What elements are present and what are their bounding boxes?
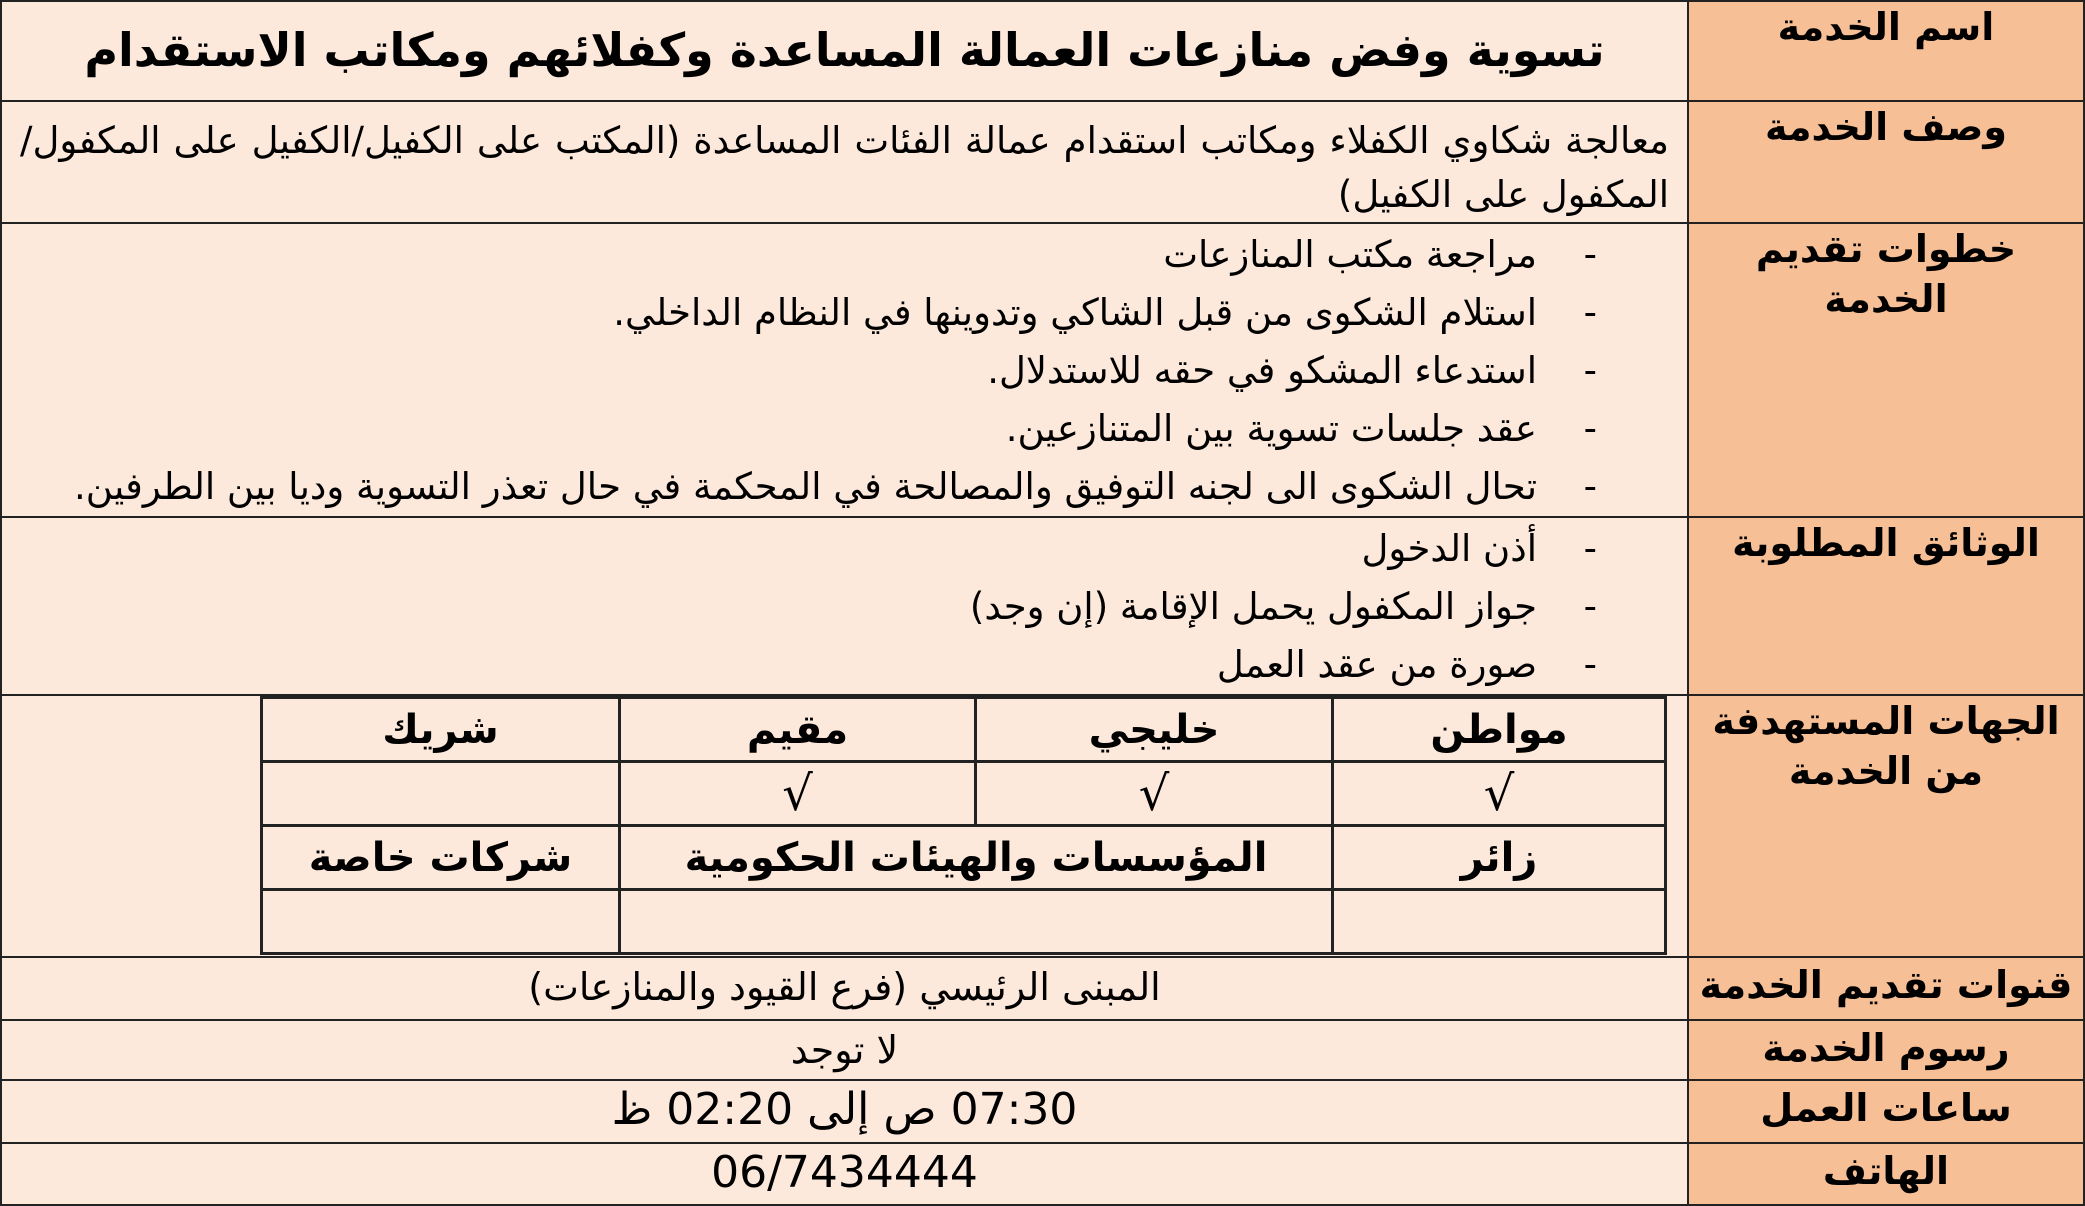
- row-service-name: [1, 1, 2084, 101]
- description-cell: [1, 101, 1688, 223]
- target-header: خليجي: [976, 698, 1333, 762]
- target-check: [620, 890, 1333, 954]
- dash-bullet: -: [1583, 465, 1597, 508]
- description-text: معالجة شكاوي الكفلاء ومكاتب استقدام عمالة الفئات المساعدة (المكتب على الكفيل/الكفيل على المكفول/المكفول على الكفيل): [20, 119, 1669, 216]
- service-name-value: [1, 1, 1688, 101]
- row-fees: [1, 1020, 2084, 1080]
- list-item: [2, 400, 1597, 458]
- row-documents: [1, 517, 2084, 695]
- list-item: [2, 226, 1597, 284]
- list-item: [2, 458, 1597, 516]
- target-header: مقيم: [620, 698, 976, 762]
- steps-list: [2, 224, 1687, 516]
- table-row: [261, 698, 1665, 762]
- step-text: استلام الشكوى من قبل الشاكي وتدوينها في النظام الداخلي.: [613, 291, 1537, 334]
- list-item: [2, 284, 1597, 342]
- targets-table: [260, 696, 1667, 955]
- target-check: √: [1333, 762, 1666, 826]
- list-item: [2, 520, 1597, 578]
- row-hours: [1, 1080, 2084, 1143]
- channels-label: قنوات تقديم الخدمة: [1688, 957, 2084, 1020]
- row-targets: [1, 695, 2084, 957]
- service-name-label: اسم الخدمة: [1688, 1, 2084, 101]
- list-item: [2, 342, 1597, 400]
- dash-bullet: -: [1583, 643, 1597, 686]
- document-text: أذن الدخول: [1361, 527, 1537, 570]
- step-text: عقد جلسات تسوية بين المتنازعين.: [1005, 407, 1537, 450]
- target-check: [261, 890, 619, 954]
- table-row: [261, 890, 1665, 954]
- hours-value: 07:30 ص إلى 02:20 ظ: [1, 1080, 1688, 1143]
- target-check: √: [976, 762, 1333, 826]
- fees-value: لا توجد: [1, 1020, 1688, 1080]
- steps-cell: [1, 223, 1688, 517]
- hours-label: ساعات العمل: [1688, 1080, 2084, 1143]
- target-header: شريك: [261, 698, 619, 762]
- target-check: [261, 762, 619, 826]
- phone-label: الهاتف: [1688, 1143, 2084, 1205]
- row-phone: [1, 1143, 2084, 1205]
- targets-label-line2: من الخدمة: [1788, 749, 1984, 793]
- dash-bullet: -: [1583, 407, 1597, 450]
- target-check: [1333, 890, 1666, 954]
- targets-label-line1: الجهات المستهدفة: [1712, 699, 2060, 743]
- target-header: زائر: [1333, 826, 1666, 890]
- documents-label: الوثائق المطلوبة: [1688, 517, 2084, 695]
- list-item: [2, 636, 1597, 694]
- documents-cell: [1, 517, 1688, 695]
- row-steps: [1, 223, 2084, 517]
- phone-value: 06/7434444: [1, 1143, 1688, 1205]
- dash-bullet: -: [1583, 527, 1597, 570]
- document-text: صورة من عقد العمل: [1216, 643, 1537, 686]
- dash-bullet: -: [1583, 585, 1597, 628]
- row-channels: [1, 957, 2084, 1020]
- description-label: وصف الخدمة: [1688, 101, 2084, 223]
- step-text: استدعاء المشكو في حقه للاستدلال.: [987, 349, 1537, 392]
- row-description: [1, 101, 2084, 223]
- dash-bullet: -: [1583, 291, 1597, 334]
- channels-value: المبنى الرئيسي (فرع القيود والمنازعات): [1, 957, 1688, 1020]
- target-header: المؤسسات والهيئات الحكومية: [620, 826, 1333, 890]
- table-row: [261, 762, 1665, 826]
- steps-label: خطوات تقديم الخدمة: [1688, 223, 2084, 517]
- fees-label: رسوم الخدمة: [1688, 1020, 2084, 1080]
- dash-bullet: -: [1583, 349, 1597, 392]
- target-header: مواطن: [1333, 698, 1666, 762]
- table-row: [261, 826, 1665, 890]
- document-text: جواز المكفول يحمل الإقامة (إن وجد): [969, 585, 1537, 628]
- step-text: مراجعة مكتب المنازعات: [1163, 233, 1537, 276]
- dash-bullet: -: [1583, 233, 1597, 276]
- target-header: شركات خاصة: [261, 826, 619, 890]
- target-check: √: [620, 762, 976, 826]
- targets-label: [1688, 695, 2084, 957]
- documents-list: [2, 518, 1687, 694]
- targets-cell: [1, 695, 1688, 957]
- service-title: تسوية وفض منازعات العمالة المساعدة وكفلائهم ومكاتب الاستقدام: [84, 23, 1605, 77]
- list-item: [2, 578, 1597, 636]
- step-text: تحال الشكوى الى لجنه التوفيق والمصالحة في المحكمة في حال تعذر التسوية وديا بين الطرفين.: [74, 465, 1537, 508]
